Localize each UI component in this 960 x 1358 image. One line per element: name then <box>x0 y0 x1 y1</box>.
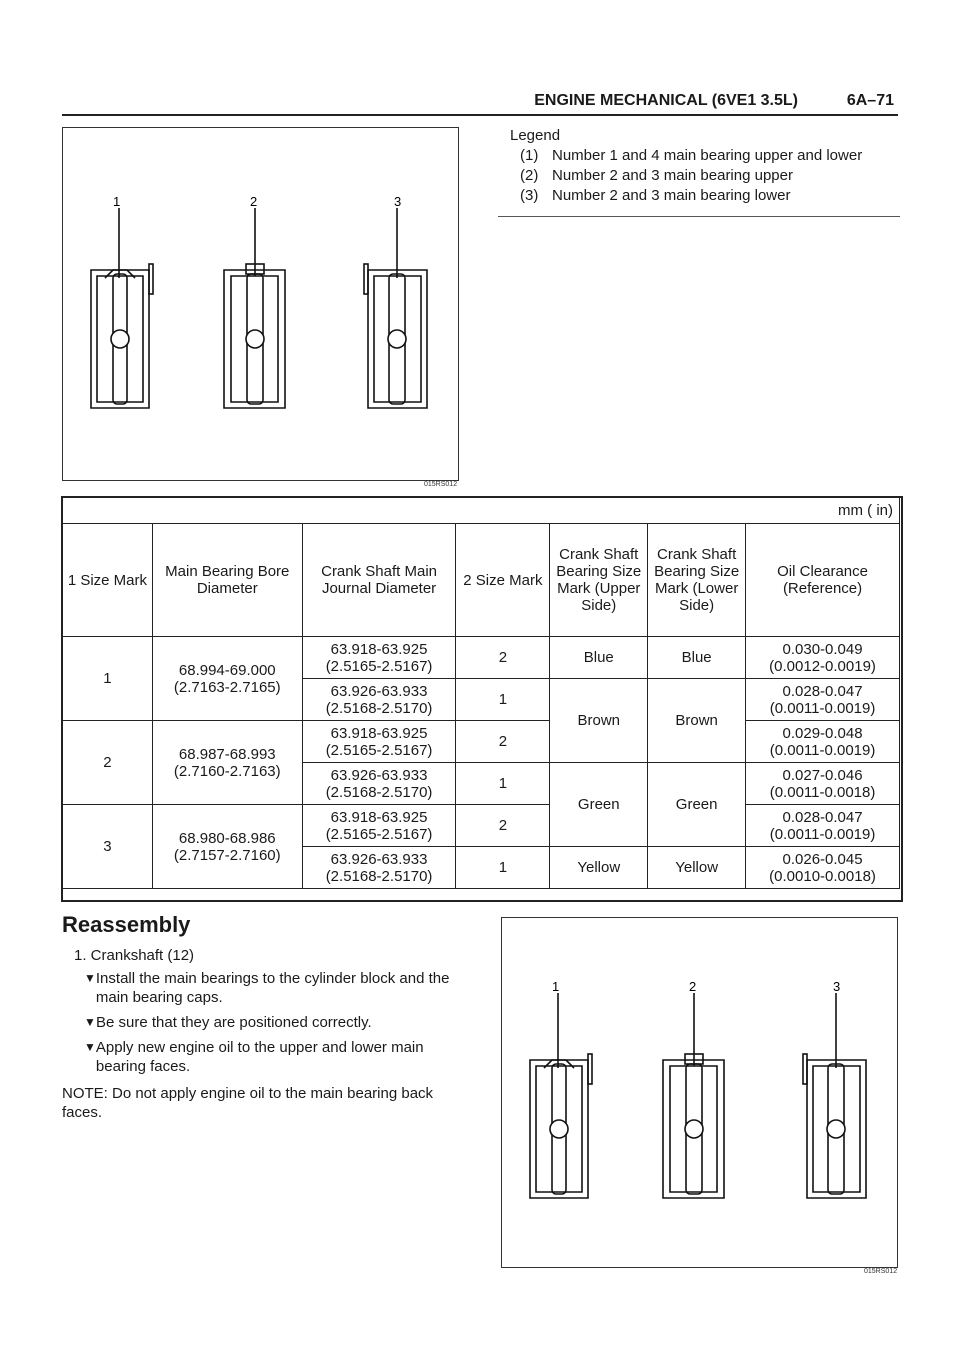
list-item <box>62 969 472 1007</box>
table-row <box>63 637 900 679</box>
bearing-illustration <box>502 918 897 1267</box>
legend-text: Number 2 and 3 main bearing lower <box>552 187 791 204</box>
journal-cell: 63.926-63.933 (2.5168-2.5170) <box>302 679 456 721</box>
mark2-cell: 1 <box>456 679 550 721</box>
clearance-cell: 0.029-0.048 (0.0011-0.0019) <box>746 721 900 763</box>
journal-cell: 63.918-63.925 (2.5165-2.5167) <box>302 721 456 763</box>
lower-color-cell: Blue <box>648 637 746 679</box>
callout-1: 1 <box>552 979 560 994</box>
page-header <box>62 92 898 116</box>
bullet-icon: ▼ <box>84 1040 96 1054</box>
bore-cell: 68.980-68.986 (2.7157-2.7160) <box>152 805 302 889</box>
legend-number: (2) <box>520 167 539 184</box>
upper-color-cell: Blue <box>550 637 648 679</box>
legend-item <box>498 186 900 206</box>
lower-color-cell: Yellow <box>648 847 746 889</box>
column-header: 2 Size Mark <box>456 524 550 637</box>
section-title: Reassembly <box>62 912 191 937</box>
column-header: 1 Size Mark <box>63 524 153 637</box>
legend-text: Number 2 and 3 main bearing upper <box>552 167 793 184</box>
clearance-cell: 0.028-0.047 (0.0011-0.0019) <box>746 679 900 721</box>
journal-cell: 63.918-63.925 (2.5165-2.5167) <box>302 805 456 847</box>
step-heading: 1. Crankshaft (12) <box>74 947 195 964</box>
size-mark-cell: 3 <box>63 805 153 889</box>
column-header: Crank Shaft Main Journal Diameter <box>302 524 456 637</box>
column-header: Crank Shaft Bearing Size Mark (Upper Side) <box>550 524 648 637</box>
list-item <box>62 1038 472 1076</box>
bullet-text: Install the main bearings to the cylinder block and the main bearing caps. <box>95 970 450 1006</box>
bullet-icon: ▼ <box>84 971 96 985</box>
bearing-figure-bottom <box>501 917 898 1268</box>
legend-item <box>498 166 900 186</box>
callout-2: 2 <box>689 979 697 994</box>
size-mark-cell: 2 <box>63 721 153 805</box>
table-row <box>63 805 900 847</box>
lower-color-cell: Green <box>648 763 746 847</box>
header-title: ENGINE MECHANICAL (6VE1 3.5L) <box>534 92 798 109</box>
note-text: NOTE: Do not apply engine oil to the main bearing back faces. <box>62 1085 434 1121</box>
callout-1: 1 <box>113 194 121 209</box>
mark2-cell: 2 <box>456 805 550 847</box>
table-header-row <box>63 524 900 637</box>
legend-item <box>498 146 900 166</box>
clearance-cell: 0.026-0.045 (0.0010-0.0018) <box>746 847 900 889</box>
legend-number: (1) <box>520 147 539 164</box>
legend-text: Number 1 and 4 main bearing upper and lower <box>552 147 863 164</box>
column-header: Oil Clearance (Reference) <box>746 524 900 637</box>
page-number: 6A–71 <box>846 92 894 109</box>
bearing-illustration <box>63 128 458 480</box>
clearance-cell: 0.027-0.046 (0.0011-0.0018) <box>746 763 900 805</box>
mark2-cell: 1 <box>456 847 550 889</box>
callout-3: 3 <box>833 979 841 994</box>
figure-code-top: 015RS012 <box>424 481 458 488</box>
upper-color-cell: Yellow <box>550 847 648 889</box>
clearance-cell: 0.028-0.047 (0.0011-0.0019) <box>746 805 900 847</box>
lower-color-cell: Brown <box>648 679 746 763</box>
mark2-cell: 1 <box>456 763 550 805</box>
clearance-cell: 0.030-0.049 (0.0012-0.0019) <box>746 637 900 679</box>
journal-cell: 63.918-63.925 (2.5165-2.5167) <box>302 637 456 679</box>
journal-cell: 63.926-63.933 (2.5168-2.5170) <box>302 847 456 889</box>
legend-title: Legend <box>510 127 561 144</box>
bore-cell: 68.987-68.993 (2.7160-2.7163) <box>152 721 302 805</box>
mark2-cell: 2 <box>456 721 550 763</box>
column-header: Main Bearing Bore Diameter <box>152 524 302 637</box>
upper-color-cell: Green <box>550 763 648 847</box>
bore-cell: 68.994-69.000 (2.7163-2.7165) <box>152 637 302 721</box>
list-item <box>62 1013 472 1032</box>
table-row <box>63 721 900 763</box>
journal-cell: 63.926-63.933 (2.5168-2.5170) <box>302 763 456 805</box>
table-unit-row <box>63 498 900 524</box>
bearing-spec-table <box>62 497 900 889</box>
bullet-text: Apply new engine oil to the upper and lower main bearing faces. <box>95 1039 424 1075</box>
table-unit: mm ( in) <box>63 498 900 524</box>
legend <box>498 126 900 217</box>
bullet-text: Be sure that they are positioned correctly. <box>96 1014 372 1031</box>
bullet-icon: ▼ <box>84 1015 96 1029</box>
column-header: Crank Shaft Bearing Size Mark (Lower Side) <box>648 524 746 637</box>
callout-2: 2 <box>250 194 258 209</box>
mark2-cell: 2 <box>456 637 550 679</box>
reassembly-steps <box>62 946 472 1122</box>
size-mark-cell: 1 <box>63 637 153 721</box>
legend-number: (3) <box>520 187 539 204</box>
figure-code-bottom: 015RS012 <box>864 1268 898 1275</box>
bearing-figure-top <box>62 127 459 481</box>
callout-3: 3 <box>394 194 402 209</box>
upper-color-cell: Brown <box>550 679 648 763</box>
